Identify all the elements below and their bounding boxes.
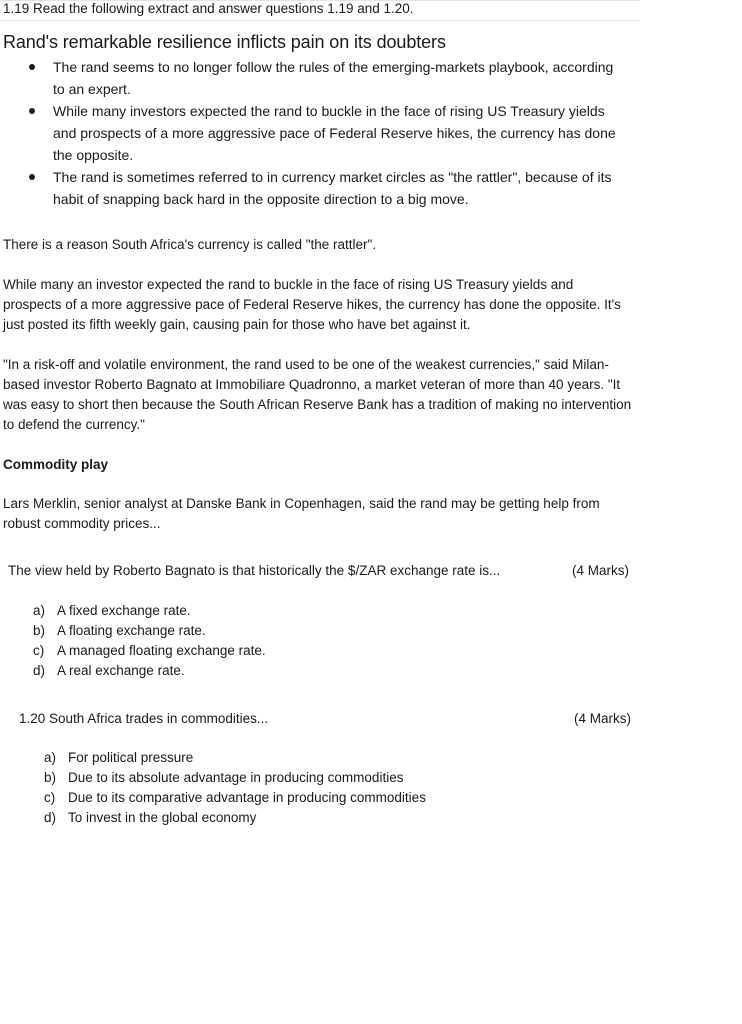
option-item bbox=[33, 641, 266, 661]
bullet-item bbox=[0, 100, 640, 166]
option-item bbox=[44, 808, 426, 828]
option-letter: b) bbox=[44, 770, 57, 785]
article-paragraph: There is a reason South Africa's currency is called "the rattler". bbox=[3, 237, 377, 252]
bullet-dot-icon bbox=[29, 108, 35, 114]
bullet-item bbox=[0, 56, 640, 100]
question-1-20-text: 1.20 South Africa trades in commodities... bbox=[19, 711, 269, 726]
article-subheading: Commodity play bbox=[3, 457, 109, 472]
bullet-text: The rand seems to no longer follow the rules of the emerging-markets playbook, according to an expert. bbox=[53, 59, 614, 97]
option-letter: c) bbox=[44, 790, 56, 805]
option-letter: b) bbox=[33, 623, 46, 638]
option-letter: c) bbox=[33, 643, 45, 658]
header-divider bbox=[0, 20, 640, 21]
option-text: A floating exchange rate. bbox=[57, 623, 206, 638]
option-letter: a) bbox=[33, 603, 46, 618]
option-item bbox=[44, 788, 426, 808]
option-text: Due to its comparative advantage in producing commodities bbox=[68, 790, 426, 805]
option-item bbox=[44, 768, 426, 788]
bullet-text: The rand is sometimes referred to in currency market circles as "the rattler", because of its habit of snapping back hard in the opposite direction to a big move. bbox=[53, 169, 612, 207]
question-1-19-options bbox=[33, 601, 266, 681]
option-text: A managed floating exchange rate. bbox=[57, 643, 266, 658]
question-instruction: 1.19 Read the following extract and answer questions 1.19 and 1.20. bbox=[3, 1, 414, 16]
bullet-item bbox=[0, 166, 640, 210]
bullet-dot-icon bbox=[29, 64, 35, 70]
option-letter: d) bbox=[33, 663, 46, 678]
bullet-dot-icon bbox=[29, 174, 35, 180]
option-item bbox=[33, 601, 266, 621]
article-headline: Rand's remarkable resilience inflicts pain on its doubters bbox=[3, 32, 446, 52]
question-1-20-options bbox=[44, 748, 426, 828]
option-letter: a) bbox=[44, 750, 57, 765]
option-text: To invest in the global economy bbox=[68, 810, 257, 825]
article-closing-paragraph: Lars Merklin, senior analyst at Danske Bank in Copenhagen, said the rand may be getting help from robust commodity prices... bbox=[3, 496, 600, 531]
option-letter: d) bbox=[44, 810, 57, 825]
option-text: A fixed exchange rate. bbox=[57, 603, 191, 618]
article-summary-bullets bbox=[0, 56, 640, 210]
question-1-19-text: The view held by Roberto Bagnato is that historically the $/ZAR exchange rate is... bbox=[8, 563, 501, 578]
option-item bbox=[44, 748, 426, 768]
question-1-19-marks: (4 Marks) bbox=[572, 563, 629, 578]
article-paragraph: While many an investor expected the rand to buckle in the face of rising US Treasury yields and prospects of a more aggressive pace of Federal Reserve hikes, the currency has done the opposite. It's just posted its fifth weekly gain, causing pain for those who have bet against it. bbox=[3, 277, 621, 332]
bullet-text: While many investors expected the rand to buckle in the face of rising US Treasury yields and prospects of a more aggressive pace of Federal Reserve hikes, the currency has done the opposite. bbox=[53, 103, 616, 163]
option-text: A real exchange rate. bbox=[57, 663, 185, 678]
option-item bbox=[33, 621, 266, 641]
article-paragraph: "In a risk-off and volatile environment, the rand used to be one of the weakest currencies," said Milan-based investor Roberto Bagnato at Immobiliare Quadronno, a market veteran of more than 40 years. "It was easy to short then because the South African Reserve Bank has a tradition of making no intervention to defend the currency." bbox=[3, 357, 632, 432]
option-text: Due to its absolute advantage in producing commodities bbox=[68, 770, 404, 785]
question-1-20-marks: (4 Marks) bbox=[574, 711, 631, 726]
option-text: For political pressure bbox=[68, 750, 194, 765]
option-item bbox=[33, 661, 266, 681]
